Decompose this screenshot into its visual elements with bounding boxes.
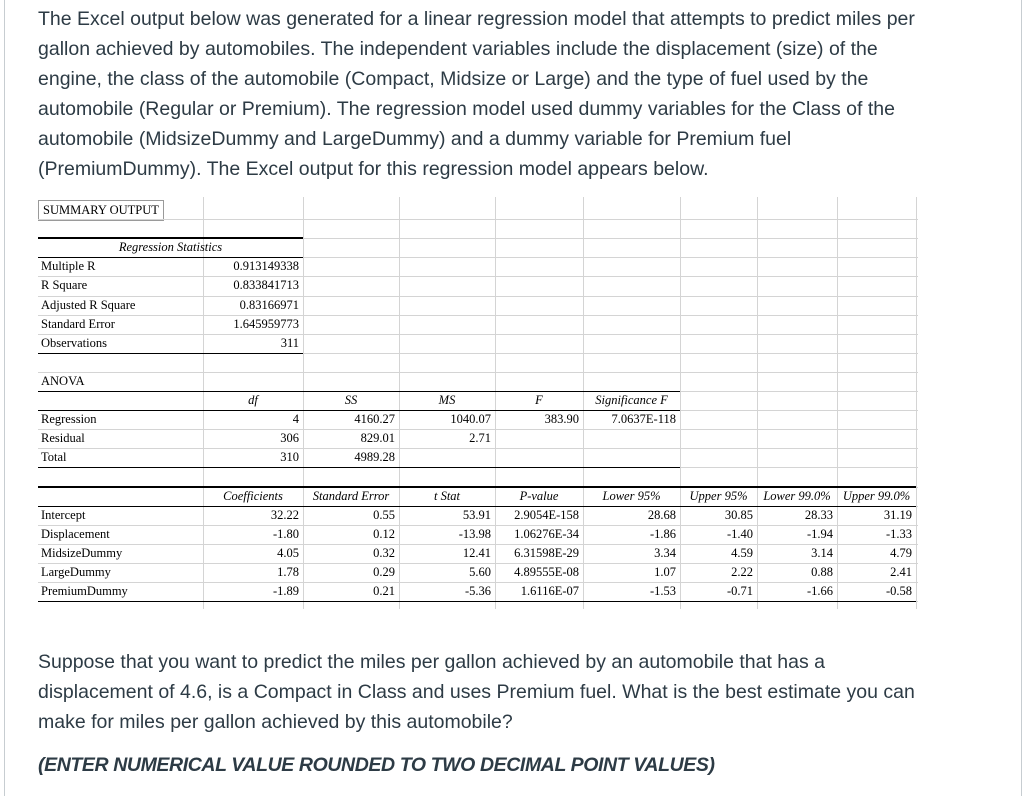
coef-cell-coef: -1.89 xyxy=(272,584,299,598)
anova-cell-ss: 4989.28 xyxy=(354,450,395,465)
anova-cell-ms xyxy=(399,448,491,467)
coef-cell-u99: -1.33 xyxy=(885,526,912,541)
regstats-label: Adjusted R Square xyxy=(41,297,136,312)
coef-cell-p: 2.9054E-158 xyxy=(514,507,579,522)
anova-cell-df: 310 xyxy=(280,450,299,465)
coef-cell-p: 1.06276E-34 xyxy=(514,526,579,541)
anova-header-f: F xyxy=(535,393,543,407)
anova-title: ANOVA xyxy=(41,373,85,388)
coef-cell-se: 0.29 xyxy=(373,564,395,579)
coef-header-se: Standard Error xyxy=(312,488,390,503)
coef-row-label: PremiumDummy xyxy=(41,584,128,598)
anova-cell-sig: 7.0637E-118 xyxy=(611,412,676,427)
coef-cell-t: -13.98 xyxy=(458,526,491,541)
coef-cell-l95: -1.86 xyxy=(649,526,676,541)
coef-cell-l95: 3.34 xyxy=(654,545,676,560)
coef-cell-u99: 2.41 xyxy=(890,564,912,579)
regstats-label: Standard Error xyxy=(41,316,115,331)
anova-cell-f xyxy=(495,448,579,467)
coef-cell-l95: -1.53 xyxy=(649,584,676,598)
coef-cell-u95: -0.71 xyxy=(726,584,753,598)
coef-cell-l99: 28.33 xyxy=(804,507,833,522)
coef-cell-u95: -1.40 xyxy=(726,526,753,541)
anova-cell-sig xyxy=(583,448,676,467)
coef-row-label: MidsizeDummy xyxy=(41,545,123,560)
coef-cell-l99: -1.66 xyxy=(806,584,833,598)
coef-cell-t: -5.36 xyxy=(464,584,491,598)
anova-cell-f: 383.90 xyxy=(544,412,579,427)
anova-cell-ms: 1040.07 xyxy=(450,412,491,427)
coef-cell-u99: -0.58 xyxy=(885,584,912,598)
coef-cell-l99: 0.88 xyxy=(811,564,833,579)
summary-output-label: SUMMARY OUTPUT xyxy=(38,200,164,221)
anova-cell-ss: 829.01 xyxy=(360,431,395,446)
anova-cell-df: 306 xyxy=(280,431,299,446)
anova-cell-ms: 2.71 xyxy=(469,431,491,446)
coef-header-u95: Upper 95% xyxy=(689,488,748,503)
coef-cell-p: 6.31598E-29 xyxy=(514,545,579,560)
regstats-title: Regression Statistics xyxy=(118,240,223,255)
coef-row-label: LargeDummy xyxy=(41,564,111,579)
regstats-label: Observations xyxy=(41,335,107,350)
regstats-label: Multiple R xyxy=(41,259,96,274)
anova-cell-ss: 4160.27 xyxy=(354,412,395,427)
anova-row-label: Regression xyxy=(41,412,97,427)
coef-row-label: Displacement xyxy=(41,526,110,541)
grid-row-line-1 xyxy=(38,219,918,220)
right-border-line xyxy=(1021,0,1022,796)
anova-cell-df: 4 xyxy=(292,412,299,427)
coef-header-l99: Lower 99.0% xyxy=(763,488,831,503)
grid-row-line-9 xyxy=(38,372,918,373)
coef-cell-se: 0.32 xyxy=(373,545,395,560)
anova-header-ss: SS xyxy=(344,393,358,407)
coef-cell-l99: -1.94 xyxy=(806,526,833,541)
regstats-bottom-border xyxy=(38,353,303,354)
coef-header-u99: Upper 99.0% xyxy=(842,488,911,503)
coef-cell-t: 12.41 xyxy=(462,545,491,560)
coef-row-label: Intercept xyxy=(41,507,86,522)
excel-output-table xyxy=(38,197,918,609)
coef-cell-l99: 3.14 xyxy=(811,545,833,560)
coef-cell-coef: 32.22 xyxy=(270,507,299,522)
anova-row-label: Total xyxy=(41,450,67,465)
coef-cell-p: 4.89555E-08 xyxy=(514,564,579,579)
regstats-value: 1.645959773 xyxy=(233,316,299,331)
coef-cell-se: 0.12 xyxy=(373,526,395,541)
coef-cell-se: 0.21 xyxy=(373,584,395,598)
question-paragraph: Suppose that you want to predict the miles per gallon achieved by an automobile that has a displacement of 4.6, is a Compact in Class and uses Premium fuel. What is the best estimate you can make for miles per gallon achieved by this automobile? xyxy=(38,651,915,733)
coef-cell-coef: 1.78 xyxy=(277,564,299,579)
coef-header-l95: Lower 95% xyxy=(602,488,661,503)
anova-header-ms: MS xyxy=(438,393,456,407)
anova-bottom-border xyxy=(38,467,680,468)
coef-cell-u99: 31.19 xyxy=(883,507,912,522)
anova-row-label: Residual xyxy=(41,431,85,446)
regstats-value: 0.83166971 xyxy=(239,297,299,312)
coef-cell-se: 0.55 xyxy=(373,507,395,522)
regstats-value: 311 xyxy=(280,335,299,350)
coef-header-p: P-value xyxy=(519,488,559,503)
coef-cell-u99: 4.79 xyxy=(890,545,912,560)
coef-header-t: t Stat xyxy=(433,488,461,503)
coef-cell-u95: 4.59 xyxy=(731,545,753,560)
coef-cell-t: 5.60 xyxy=(469,564,491,579)
grid-col-line-8 xyxy=(916,197,917,609)
left-border-line xyxy=(4,0,5,796)
anova-header-df: df xyxy=(248,393,258,407)
coef-header-coef: Coefficients xyxy=(223,488,283,503)
coef-cell-l95: 28.68 xyxy=(647,507,676,522)
coef-cell-l95: 1.07 xyxy=(654,564,676,579)
regstats-value: 0.833841713 xyxy=(233,278,299,293)
coef-cell-u95: 2.22 xyxy=(731,564,753,579)
intro-paragraph: The Excel output below was generated for a linear regression model that attempts to predict miles per gallon achieved by automobiles. The independent variables include the displacement (size) of the engine, the class of the automobile (Compact, Midsize or Large) and the type of fuel used by the automobile (Regular or Premium). The regression model used dummy variables for the Class of the automobile (MidsizeDummy and LargeDummy) and a dummy variable for Premium fuel (PremiumDummy). The Excel output for this regression model appears below. xyxy=(38,8,915,180)
coef-cell-t: 53.91 xyxy=(462,507,491,522)
anova-cell-f xyxy=(495,429,579,448)
anova-cell-sig xyxy=(583,429,676,448)
regstats-value: 0.913149338 xyxy=(233,259,299,274)
answer-instruction: (ENTER NUMERICAL VALUE ROUNDED TO TWO DECIMAL POINT VALUES) xyxy=(38,754,715,776)
anova-header-sig: Significance F xyxy=(595,393,668,407)
coef-cell-coef: 4.05 xyxy=(277,545,299,560)
coef-bottom-border xyxy=(38,601,916,602)
coef-cell-coef: -1.80 xyxy=(272,526,299,541)
coef-cell-u95: 30.85 xyxy=(724,507,753,522)
coef-cell-p: 1.6116E-07 xyxy=(520,584,579,598)
regstats-label: R Square xyxy=(41,278,88,293)
